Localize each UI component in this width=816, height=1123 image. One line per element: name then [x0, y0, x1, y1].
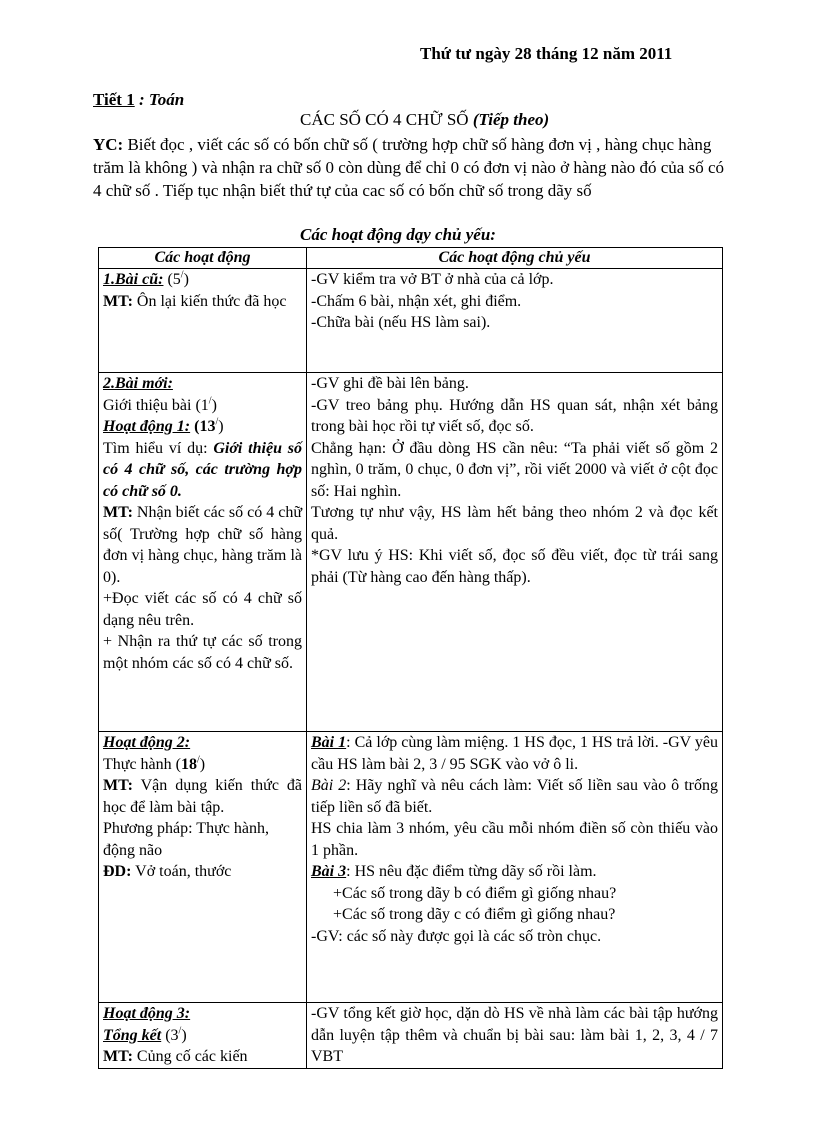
activity2-label: Hoạt động 2:: [103, 734, 191, 751]
question-b: +Các số trong dãy b có điểm gì giống nhau?: [333, 884, 617, 902]
list-item: -Chữa bài (nếu HS làm sai).: [311, 314, 491, 331]
exercise3-text: : HS nêu đặc điểm từng dãy số rồi làm.: [346, 863, 597, 880]
old-lesson-time: (5: [163, 271, 181, 288]
row2-objective: [103, 502, 302, 588]
list-item: *GV lưu ý HS: Khi viết số, đọc số đều viết, đọc từ trái sang phải (Từ hàng cao đến hàng thấp).: [311, 547, 718, 586]
row2-right-cell: [307, 373, 723, 732]
list-item: -GV ghi đề bài lên bảng.: [311, 375, 469, 392]
list-item: -GV kiểm tra vở BT ở nhà của cả lớp.: [311, 271, 554, 288]
objectives-text: Biết đọc , viết các số có bốn chữ số ( trường hợp chữ số hàng đơn vị , hàng chục hàng trăm là không ) và nhận ra chữ số 0 còn dùng để chỉ 0 có đơn vị nào ở hàng nào đó của số có 4 chữ số . Tiếp tục nhận biết thứ tự của cac số có bốn chữ số trong dãy số: [93, 135, 725, 200]
mt-text: Ôn lại kiến thức đã học: [132, 292, 287, 310]
activity2-line: [103, 732, 302, 754]
table-row: [99, 373, 723, 732]
group-instructions: HS chia làm 3 nhóm, yêu cầu mỗi nhóm điền số còn thiếu vào 1 phần.: [311, 820, 718, 859]
mt-label: MT:: [103, 504, 133, 521]
mt-text: Nhận biết các số có 4 chữ số( Trường hợp chữ số hàng đơn vị hàng chục, hàng trăm là 0).: [103, 504, 302, 586]
list-item: -Chấm 6 bài, nhận xét, ghi điểm.: [311, 292, 522, 310]
list-item: Tương tự như vậy, HS làm hết bảng theo nhóm 2 và đọc kết quả.: [311, 504, 718, 543]
header-main-activities: Các hoạt động chủ yếu: [307, 248, 723, 269]
example-line: [103, 438, 302, 503]
method-line: Phương pháp: Thực hành, động não: [103, 820, 269, 859]
row3-right-cell: [307, 732, 723, 1003]
exercise2-label: Bài 2: [311, 777, 347, 794]
table-row: [99, 269, 723, 373]
exercise3: [311, 861, 718, 883]
title-note: (Tiếp theo): [472, 110, 550, 129]
table-row: [99, 732, 723, 1003]
question-c: +Các số trong dãy c có điểm gì giống nhau?: [333, 906, 616, 923]
objectives-paragraph: [93, 133, 725, 202]
prime-mark: /: [208, 395, 212, 407]
example-bold: Giới thiệu số có 4 chữ số, các trường hợp có chữ số 0.: [103, 439, 303, 500]
activity3-line: [103, 1003, 302, 1025]
activity1-time: (13: [190, 418, 216, 435]
practice-end: ): [199, 755, 206, 773]
summary-line: [103, 1025, 302, 1047]
period-label: Tiết 1: [93, 90, 135, 109]
materials-line: [103, 861, 302, 883]
intro-text: Giới thiệu bài (1: [103, 396, 209, 414]
mt-text: Củng cố các kiến: [132, 1048, 248, 1065]
activity1-label: Hoạt động 1:: [103, 418, 191, 435]
list-item: -GV treo bảng phụ. Hướng dẫn HS quan sát, nhận xét bảng trong bài học rồi tự viết số, đọc số.: [311, 396, 718, 435]
prime-mark: /: [215, 416, 219, 428]
prime-mark: /: [180, 269, 184, 281]
exercise2: [311, 775, 718, 818]
exercise3-label: Bài 3: [311, 863, 347, 880]
activities-table: [98, 247, 723, 1069]
exercise1-text: : Cả lớp cùng làm miệng. 1 HS đọc, 1 HS trả lời. -GV yêu cầu HS làm bài 2, 3 / 95 SGK vào vở ô li.: [311, 734, 718, 773]
old-lesson-time-end: ): [183, 271, 189, 288]
row2-left-cell: [99, 373, 307, 732]
exercise1-label: Bài 1: [311, 734, 347, 751]
mt-label: MT:: [103, 777, 133, 794]
list-item: + Nhận ra thứ tự các số trong một nhóm các số có 4 chữ số.: [103, 633, 302, 672]
objectives-label: YC:: [93, 135, 124, 154]
teacher-note: -GV: các số này được gọi là các số tròn chục.: [311, 927, 602, 945]
new-lesson-title: [103, 373, 302, 395]
intro-end: ): [211, 396, 217, 414]
example-text: Tìm hiểu ví dụ:: [103, 439, 214, 457]
row3-objective: [103, 775, 302, 818]
title-main: CÁC SỐ CÓ 4 CHỮ SỐ: [300, 110, 473, 129]
table-header-row: [99, 248, 723, 269]
row3-left-cell: [99, 732, 307, 1003]
summary-time: (3: [161, 1026, 179, 1044]
activities-heading: Các hoạt động dạy chủ yếu:: [300, 225, 496, 244]
practice-line: [103, 754, 302, 776]
old-lesson-title: 1.Bài cũ:: [103, 271, 164, 288]
activity1-time-end: ): [218, 418, 224, 435]
summary-label: Tổng kết: [103, 1026, 162, 1044]
list-item: +Đọc viết các số có 4 chữ số dạng nêu trên.: [103, 590, 302, 629]
mt-label: MT:: [103, 1048, 133, 1065]
exercise1: [311, 732, 718, 775]
table-row: [99, 1003, 723, 1069]
date-line: Thứ tư ngày 28 tháng 12 năm 2011: [420, 44, 673, 63]
row4-objective: [103, 1046, 302, 1068]
materials-label: ĐD:: [103, 863, 132, 880]
header-activities: Các hoạt động: [99, 248, 307, 269]
subject-label: : Toán: [134, 90, 185, 109]
row1-right-cell: [307, 269, 723, 373]
row1-left-cell: [99, 269, 307, 373]
row4-left-cell: [99, 1003, 307, 1069]
prime-mark: /: [196, 754, 200, 766]
activity3-label: Hoạt động 3:: [103, 1005, 191, 1022]
intro-line: [103, 395, 302, 417]
list-item: Chẳng hạn: Ở đầu dòng HS cần nêu: “Ta phải viết số gồm 2 nghìn, 0 trăm, 0 chục, 0 đơn vị”, rồi viết 2000 và viết ở cột đọc số: Hai nghìn.: [311, 439, 718, 500]
row4-right-cell: [307, 1003, 723, 1069]
exercise2-text: : Hãy nghĩ và nêu cách làm: Viết số liền sau vào ô trống tiếp liền số đã biết.: [311, 777, 718, 816]
new-lesson-label: 2.Bài mới:: [103, 375, 173, 392]
mt-label: MT:: [103, 292, 133, 310]
lesson-period: [93, 90, 184, 110]
practice-minutes: 18: [180, 755, 197, 773]
practice-text: Thực hành (: [103, 755, 181, 773]
summary-time-end: ): [181, 1026, 187, 1044]
closing-note: -GV tổng kết giờ học, dặn dò HS về nhà làm các bài tập hướng dẫn luyện tập thêm và chuẩn bị bài sau: làm bài 1, 2, 3, 4 / 7 VBT: [311, 1005, 718, 1065]
row1-objective: [103, 291, 302, 313]
prime-mark: /: [178, 1025, 182, 1037]
mt-text: Vận dụng kiến thức đã học để làm bài tập.: [103, 777, 302, 816]
activity1-line: [103, 416, 302, 438]
old-lesson-line: [103, 269, 302, 291]
materials-text: Vở toán, thước: [131, 863, 232, 880]
lesson-title: [300, 110, 549, 130]
